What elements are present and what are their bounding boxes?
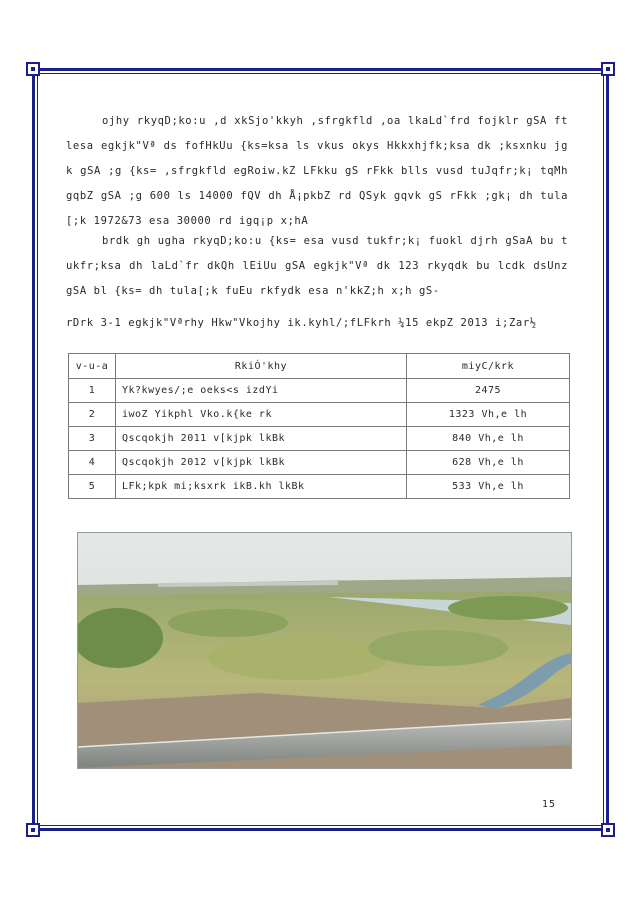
page-number: 15 bbox=[542, 799, 557, 810]
cell-description: iwoZ Yikphl Vko.k{ke rk bbox=[116, 403, 407, 427]
cell-value: 2475 bbox=[407, 379, 570, 403]
vegetation-patch bbox=[77, 608, 163, 668]
cell-serial: 2 bbox=[69, 403, 116, 427]
table-header-row bbox=[69, 354, 570, 379]
border-corner-ornament bbox=[601, 62, 615, 76]
border-corner-ornament bbox=[26, 62, 40, 76]
cell-serial: 1 bbox=[69, 379, 116, 403]
vegetation-patch bbox=[448, 596, 568, 620]
cell-description: Qscqokjh 2011 v[kjpk lkBk bbox=[116, 427, 407, 451]
landscape-photo bbox=[77, 532, 572, 769]
cell-value: 628 Vh,e lh bbox=[407, 451, 570, 475]
cell-description: Qscqokjh 2012 v[kjpk lkBk bbox=[116, 451, 407, 475]
header-availability: miyC/krk bbox=[407, 354, 570, 379]
table-caption: rDrk 3-1 egkjk"Vªrhy Hkw"Vkojhy ik.kyhl/;fLFkrh ¼15 ekpZ 2013 i;Zar½ bbox=[66, 317, 537, 329]
header-description: RkiÓ'khy bbox=[116, 354, 407, 379]
vegetation-patch bbox=[368, 630, 508, 666]
table-row bbox=[69, 475, 570, 499]
table-row bbox=[69, 379, 570, 403]
cell-serial: 5 bbox=[69, 475, 116, 499]
header-serial: v-u-a bbox=[69, 354, 116, 379]
cell-value: 840 Vh,e lh bbox=[407, 427, 570, 451]
border-corner-ornament bbox=[601, 823, 615, 837]
body-paragraph-2: brdk gh ugha rkyqD;ko:u {ks= esa vusd tukfr;k¡ fuokl djrh gSaA bu tukfr;ksa dh laLd`fr dkQh lEiUu gSA egkjk"Vª dk 123 rkyqdk bu lcdk dsUnz gSA bl {ks= dh tula[;k fuEu rkfydk esa n'kkZ;h x;h gS- bbox=[66, 235, 568, 297]
body-paragraph-1: ojhy rkyqD;ko:u ,d xkSjo'kkyh ,sfrgkfld ,oa lkaLd`frd fojklr gSA ftlesa egkjk"Vª ds fofHkUu {ks=ksa ls vkus okys Hkkxhjfk;ksa dk ;ksxnku jgk gSA ;g {ks= ,sfrgkfld egRoiw.kZ LFkku gS rFkk blls vusd tuJqfr;k¡ tqMh gqbZ gSA ;g 600 ls 14000 fQV dh Å¡pkbZ rd QSyk gqvk gS rFkk ;gk¡ dh tula[;k 1972&73 esa 30000 rd igq¡p x;hA bbox=[66, 115, 568, 227]
table-row bbox=[69, 427, 570, 451]
cell-serial: 4 bbox=[69, 451, 116, 475]
cell-description: Yk?kwyes/;e oeks<s izdYi bbox=[116, 379, 407, 403]
data-table bbox=[68, 353, 570, 499]
cell-serial: 3 bbox=[69, 427, 116, 451]
table-row bbox=[69, 451, 570, 475]
table-row bbox=[69, 403, 570, 427]
border-corner-ornament bbox=[26, 823, 40, 837]
vegetation-patch bbox=[168, 609, 288, 637]
vegetation-patch bbox=[208, 636, 388, 680]
cell-description: LFk;kpk mi;ksxrk ikB.kh lkBk bbox=[116, 475, 407, 499]
cell-value: 533 Vh,e lh bbox=[407, 475, 570, 499]
cell-value: 1323 Vh,e lh bbox=[407, 403, 570, 427]
